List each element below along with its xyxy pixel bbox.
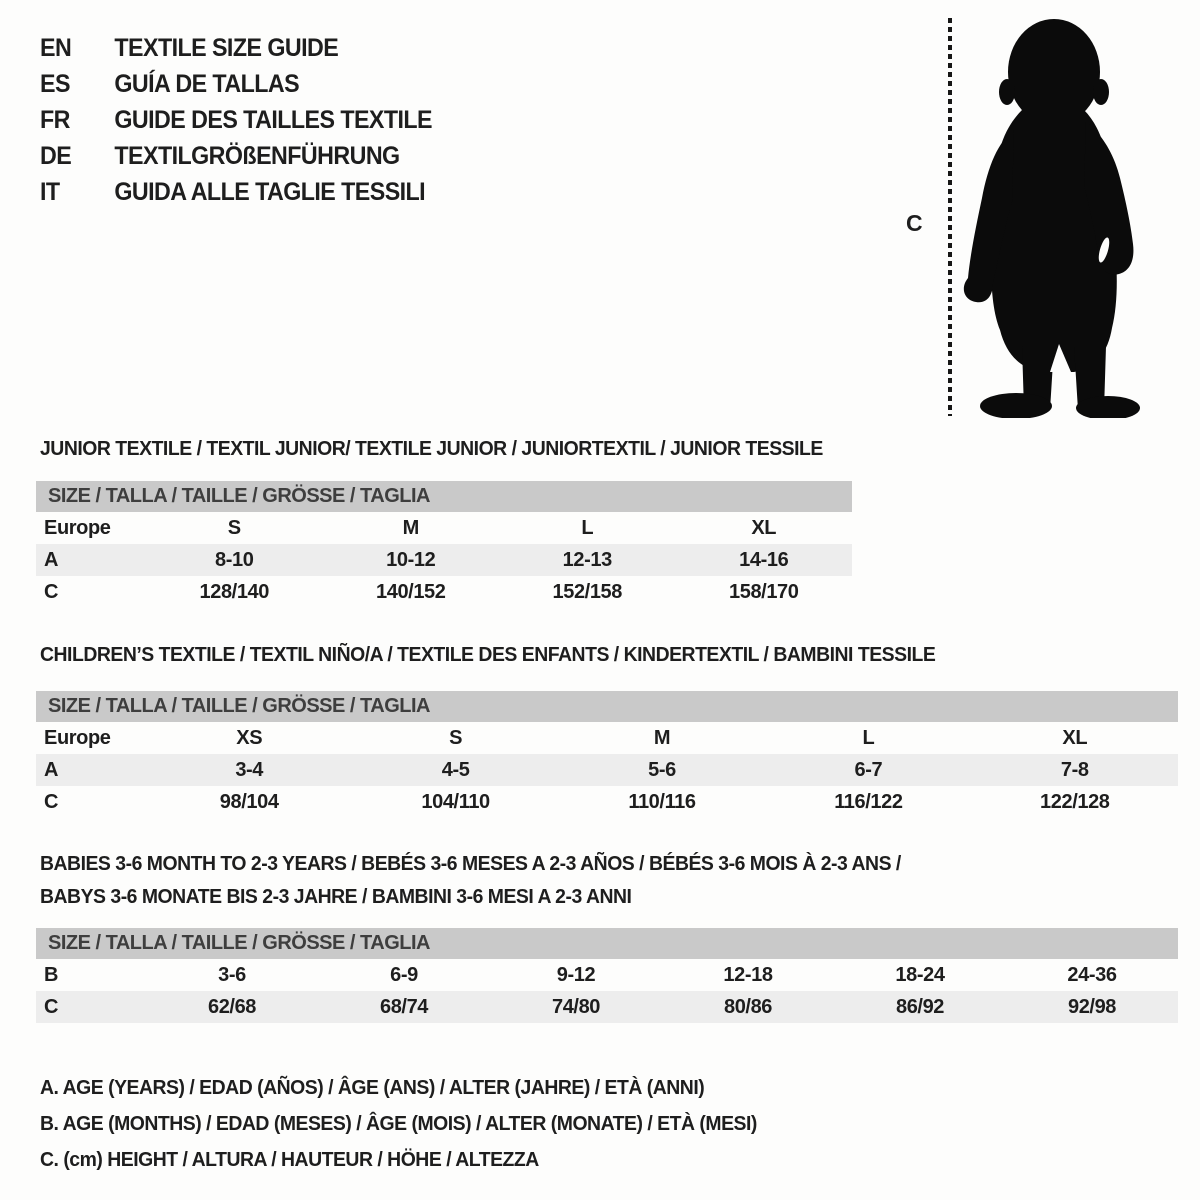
- table-cell: M: [402, 517, 419, 539]
- table-row-c: [36, 576, 852, 608]
- legend-line-c: C. (cm) HEIGHT / ALTURA / HAUTEUR / HÖHE / ALTEZZA: [40, 1149, 539, 1171]
- table-row-b: [36, 959, 1178, 991]
- table-cell: 122/128: [1040, 791, 1110, 813]
- table-cell: 104/110: [421, 791, 490, 813]
- table-row-europe: [36, 722, 1178, 754]
- table-cell: M: [653, 727, 671, 749]
- table-cell: XS: [236, 727, 263, 749]
- row-label: B: [44, 964, 59, 986]
- table-cell: 128/140: [199, 581, 269, 603]
- row-label: A: [44, 549, 59, 571]
- guide-title: TEXTILGRÖßENFÜHRUNG: [114, 142, 400, 170]
- table-cell: 12-18: [723, 964, 773, 986]
- legend-block: [40, 1070, 779, 1178]
- table-cell: 5-6: [648, 759, 676, 781]
- language-code: FR: [40, 106, 70, 134]
- language-row: [40, 174, 432, 210]
- table-row-c: [36, 991, 1178, 1023]
- guide-title: GUÍA DE TALLAS: [114, 70, 300, 98]
- table-cell: L: [581, 517, 594, 539]
- table-cell: 74/80: [551, 996, 601, 1018]
- height-measure-dashed-line: [948, 18, 952, 416]
- table-cell: 110/116: [628, 791, 696, 813]
- babies-size-table: [36, 928, 1178, 1023]
- size-header-bar: SIZE / TALLA / TAILLE / GRÖSSE / TAGLIA: [36, 481, 852, 512]
- legend-line-a: A. AGE (YEARS) / EDAD (AÑOS) / ÂGE (ANS) / ALTER (JAHRE) / ETÀ (ANNI): [40, 1077, 705, 1099]
- table-cell: 9-12: [556, 964, 596, 986]
- section-title-babies-line1: BABIES 3-6 MONTH TO 2-3 YEARS / BEBÉS 3-6 MESES A 2-3 AÑOS / BÉBÉS 3-6 MOIS À 2-3 ANS /: [40, 853, 901, 875]
- table-cell: S: [449, 727, 463, 749]
- table-row-a: [36, 754, 1178, 786]
- table-cell: S: [227, 517, 241, 539]
- language-code: EN: [40, 34, 72, 62]
- table-cell: 18-24: [895, 964, 945, 986]
- table-cell: 86/92: [895, 996, 945, 1018]
- junior-size-table: [36, 481, 852, 608]
- language-row: [40, 66, 432, 102]
- row-label: C: [44, 581, 59, 603]
- guide-title: GUIDA ALLE TAGLIE TESSILI: [114, 178, 426, 206]
- table-row-a: [36, 544, 852, 576]
- table-cell: 3-4: [235, 759, 264, 781]
- legend-line-b: B. AGE (MONTHS) / EDAD (MESES) / ÂGE (MOIS) / ALTER (MONATE) / ETÀ (MESI): [40, 1113, 757, 1135]
- table-cell: XL: [1062, 727, 1088, 749]
- table-cell: 98/104: [219, 791, 279, 813]
- table-cell: 158/170: [729, 581, 799, 603]
- children-size-table: [36, 691, 1178, 818]
- table-cell: 12-13: [562, 549, 612, 571]
- table-cell: 4-5: [441, 759, 470, 781]
- language-row: [40, 138, 432, 174]
- guide-title: TEXTILE SIZE GUIDE: [114, 34, 339, 62]
- language-code: IT: [40, 178, 60, 206]
- table-cell: 7-8: [1060, 759, 1089, 781]
- row-label: Europe: [44, 727, 111, 749]
- table-row-c: [36, 786, 1178, 818]
- table-cell: 3-6: [218, 964, 246, 986]
- table-cell: 116/122: [834, 791, 903, 813]
- table-cell: 92/98: [1067, 996, 1117, 1018]
- table-cell: 14-16: [739, 549, 789, 571]
- table-cell: 80/86: [723, 996, 773, 1018]
- row-label: A: [44, 759, 59, 781]
- table-cell: 62/68: [207, 996, 257, 1018]
- size-header-bar: SIZE / TALLA / TAILLE / GRÖSSE / TAGLIA: [36, 928, 1178, 959]
- table-cell: 10-12: [386, 549, 436, 571]
- table-cell: L: [862, 727, 875, 749]
- table-cell: 140/152: [376, 581, 446, 603]
- table-cell: XL: [751, 517, 777, 539]
- table-cell: 24-36: [1067, 964, 1117, 986]
- language-row: [40, 102, 432, 138]
- table-cell: 8-10: [215, 549, 254, 571]
- table-row-europe: [36, 512, 852, 544]
- language-title-block: [40, 30, 432, 210]
- row-label: Europe: [44, 517, 111, 539]
- row-label: C: [44, 996, 59, 1018]
- guide-title: GUIDE DES TAILLES TEXTILE: [114, 106, 433, 134]
- table-cell: 68/74: [379, 996, 429, 1018]
- section-title-babies-line2: BABYS 3-6 MONATE BIS 2-3 JAHRE / BAMBINI 3-6 MESI A 2-3 ANNI: [40, 886, 632, 908]
- language-code: DE: [40, 142, 72, 170]
- table-cell: 6-9: [390, 964, 418, 986]
- height-measure-label: C: [906, 210, 923, 236]
- table-cell: 6-7: [854, 759, 883, 781]
- size-header-bar: SIZE / TALLA / TAILLE / GRÖSSE / TAGLIA: [36, 691, 1178, 722]
- language-row: [40, 30, 432, 66]
- table-cell: 152/158: [552, 581, 622, 603]
- section-title-children: CHILDREN’S TEXTILE / TEXTIL NIÑO/A / TEXTILE DES ENFANTS / KINDERTEXTIL / BAMBINI TESSILE: [40, 644, 936, 666]
- row-label: C: [44, 791, 59, 813]
- toddler-silhouette-icon: [958, 14, 1144, 418]
- section-title-junior: JUNIOR TEXTILE / TEXTIL JUNIOR/ TEXTILE JUNIOR / JUNIORTEXTIL / JUNIOR TESSILE: [40, 438, 823, 460]
- language-code: ES: [40, 70, 70, 98]
